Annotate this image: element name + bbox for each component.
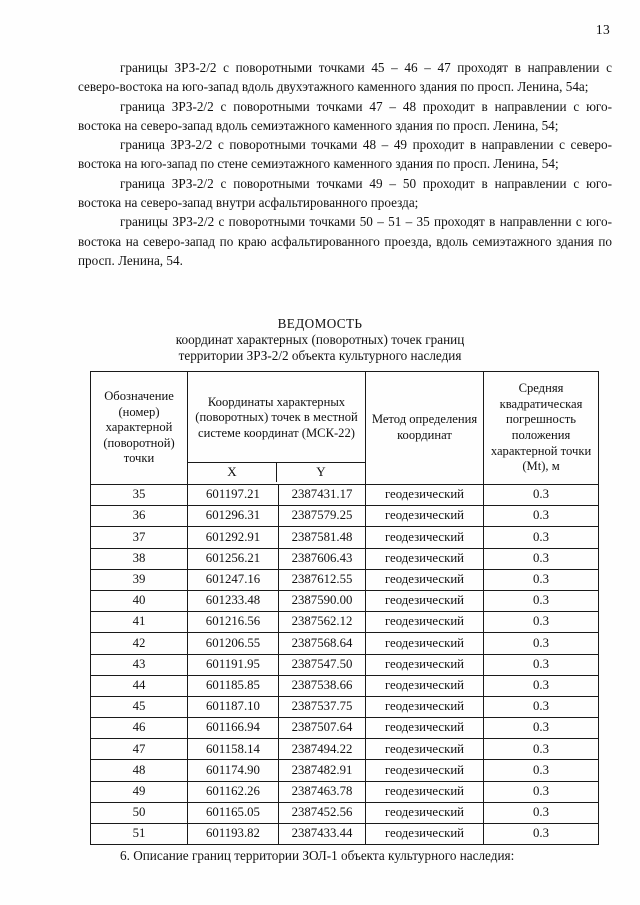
cell-coord-x: 601206.55 [188,633,279,654]
cell-point-number: 36 [91,506,188,527]
header-coord-y: Y [316,464,326,480]
cell-error: 0.3 [484,760,599,781]
cell-coord-y: 2387507.64 [279,718,366,739]
cell-coord-y: 2387562.12 [279,612,366,633]
header-point-number [91,372,188,485]
cell-point-number: 51 [91,824,188,845]
cell-coord-x: 601247.16 [188,569,279,590]
cell-point-number: 49 [91,781,188,802]
cell-coord-y: 2387606.43 [279,548,366,569]
cell-coord-y: 2387538.66 [279,675,366,696]
table-row [91,485,599,506]
cell-coord-x: 601162.26 [188,781,279,802]
cell-error: 0.3 [484,696,599,717]
cell-coord-y: 2387568.64 [279,633,366,654]
cell-coord-y: 2387581.48 [279,527,366,548]
cell-method: геодезический [366,696,484,717]
cell-point-number: 40 [91,590,188,611]
cell-coord-y: 2387590.00 [279,590,366,611]
statement-title-line-3: территории ЗРЗ-2/2 объекта культурного наследия [178,348,462,364]
table-row [91,696,599,717]
cell-error: 0.3 [484,802,599,823]
cell-error: 0.3 [484,590,599,611]
cell-error: 0.3 [484,675,599,696]
body-text-block [78,58,612,270]
table-row [91,781,599,802]
cell-point-number: 41 [91,612,188,633]
cell-coord-y: 2387431.17 [279,485,366,506]
cell-coord-y: 2387612.55 [279,569,366,590]
cell-method: геодезический [366,718,484,739]
table-row [91,506,599,527]
header-point-number-label: Обозначение (номер) характерной (поворотной) точки [103,389,175,466]
cell-coord-x: 601174.90 [188,760,279,781]
header-coordinates-label: Координаты характерных (поворотных) точек в местной системе координат (МСК-22) [188,375,365,463]
paragraph: граница ЗРЗ-2/2 с поворотными точками 47 – 48 проходит в направлении с юго-востока на северо-запад вдоль семиэтажного каменного здания по просп. Ленина, 54; [78,98,612,133]
cell-point-number: 50 [91,802,188,823]
cell-coord-y: 2387463.78 [279,781,366,802]
cell-point-number: 48 [91,760,188,781]
cell-method: геодезический [366,527,484,548]
cell-coord-x: 601256.21 [188,548,279,569]
header-coordinates [188,372,366,485]
cell-method: геодезический [366,633,484,654]
cell-coord-y: 2387482.91 [279,760,366,781]
cell-coord-x: 601296.31 [188,506,279,527]
cell-error: 0.3 [484,824,599,845]
cell-coord-x: 601292.91 [188,527,279,548]
cell-coord-x: 601187.10 [188,696,279,717]
cell-coord-x: 601193.82 [188,824,279,845]
cell-point-number: 37 [91,527,188,548]
cell-point-number: 42 [91,633,188,654]
table-row [91,548,599,569]
cell-error: 0.3 [484,718,599,739]
table-row [91,718,599,739]
cell-error: 0.3 [484,527,599,548]
paragraph: границы ЗРЗ-2/2 с поворотными точками 50 – 51 – 35 проходят в направленни с юго-востока на северо-запад по краю асфальтированного проезда, вдоль семиэтажного здания по просп. Ленина, 54. [78,214,612,268]
cell-coord-x: 601166.94 [188,718,279,739]
table-row [91,527,599,548]
cell-coord-y: 2387433.44 [279,824,366,845]
cell-method: геодезический [366,675,484,696]
paragraph: границы ЗРЗ-2/2 с поворотными точками 45 – 46 – 47 проходят в направлении с северо-востока на юго-запад вдоль двухэтажного каменного здания по просп. Ленина, 54а; [78,60,612,95]
cell-coord-x: 601158.14 [188,739,279,760]
cell-coord-y: 2387494.22 [279,739,366,760]
table-row [91,590,599,611]
table-row [91,739,599,760]
cell-error: 0.3 [484,781,599,802]
cell-method: геодезический [366,548,484,569]
table-row [91,760,599,781]
cell-coord-x: 601197.21 [188,485,279,506]
header-error-label: Средняя квадратическая погрешность положения характерной точки (Mt), м [490,381,592,474]
cell-error: 0.3 [484,548,599,569]
cell-method: геодезический [366,824,484,845]
cell-error: 0.3 [484,612,599,633]
cell-error: 0.3 [484,569,599,590]
paragraph: граница ЗРЗ-2/2 с поворотными точками 49 – 50 проходит в направлении с юго-востока на северо-запад внутри асфальтированного проезда; [78,175,612,211]
cell-point-number: 38 [91,548,188,569]
header-method [366,372,484,485]
table-row [91,824,599,845]
cell-point-number: 45 [91,696,188,717]
table-row [91,654,599,675]
cell-point-number: 47 [91,739,188,760]
cell-method: геодезический [366,760,484,781]
header-coord-x: X [188,463,277,482]
cell-error: 0.3 [484,633,599,654]
cell-point-number: 46 [91,718,188,739]
header-method-label: Метод определения координат [371,412,478,442]
cell-method: геодезический [366,781,484,802]
cell-error: 0.3 [484,506,599,527]
cell-coord-x: 601191.95 [188,654,279,675]
table-header [91,372,599,485]
table-row [91,569,599,590]
cell-method: геодезический [366,590,484,611]
table-body [91,485,599,845]
cell-error: 0.3 [484,654,599,675]
cell-method: геодезический [366,569,484,590]
cell-coord-y: 2387547.50 [279,654,366,675]
cell-point-number: 35 [91,485,188,506]
header-error [484,372,599,485]
cell-error: 0.3 [484,739,599,760]
page-number: 13 [595,22,610,37]
statement-title-line-1: ВЕДОМОСТЬ [277,316,363,331]
statement-title-line-2: координат характерных (поворотных) точек границ [175,332,465,348]
table-row [91,802,599,823]
cell-coord-y: 2387579.25 [279,506,366,527]
coordinates-table [90,371,599,845]
cell-method: геодезический [366,802,484,823]
paragraph: граница ЗРЗ-2/2 с поворотными точками 48 – 49 проходит в направлении с северо-востока на юго-запад по стене семиэтажного каменного здания по просп. Ленина, 54; [78,137,612,172]
cell-method: геодезический [366,612,484,633]
table-header-row [91,372,599,485]
cell-point-number: 44 [91,675,188,696]
header-coordinate-axes [188,463,365,482]
cell-coord-x: 601216.56 [188,612,279,633]
cell-coord-x: 601233.48 [188,590,279,611]
cell-error: 0.3 [484,485,599,506]
table-row [91,675,599,696]
cell-method: геодезический [366,654,484,675]
cell-coord-y: 2387452.56 [279,802,366,823]
cell-coord-x: 601165.05 [188,802,279,823]
table-row [91,633,599,654]
statement-title [0,316,640,365]
cell-method: геодезический [366,506,484,527]
cell-point-number: 39 [91,569,188,590]
cell-point-number: 43 [91,654,188,675]
footer-note: 6. Описание границ территории ЗОЛ-1 объекта культурного наследия: [120,848,515,863]
table-row [91,612,599,633]
cell-method: геодезический [366,485,484,506]
cell-method: геодезический [366,739,484,760]
cell-coord-y: 2387537.75 [279,696,366,717]
cell-coord-x: 601185.85 [188,675,279,696]
